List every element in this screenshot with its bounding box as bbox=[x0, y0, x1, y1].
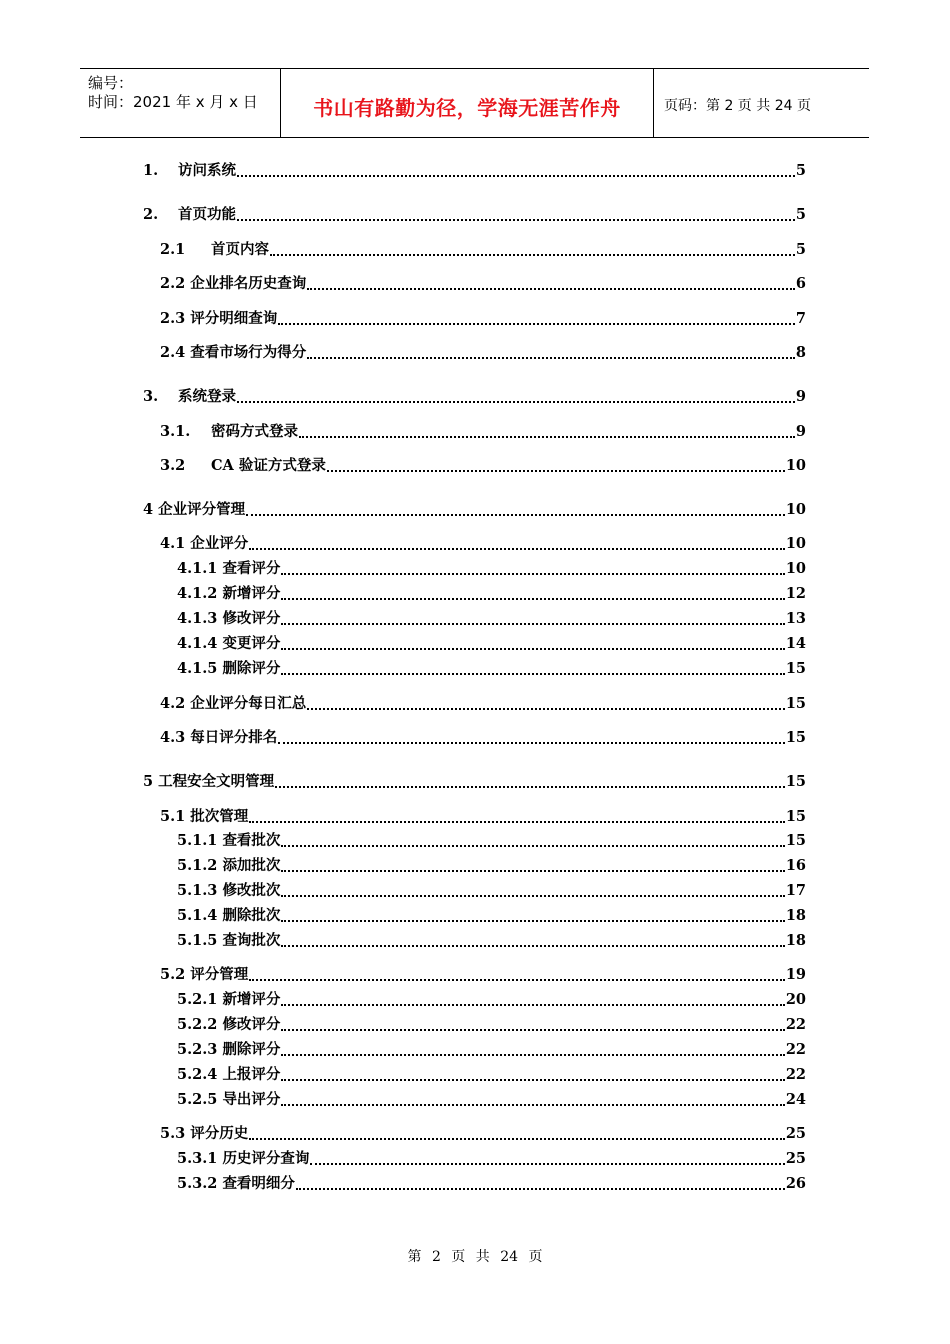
toc-entry-number: 2. bbox=[143, 206, 159, 223]
toc-entry-page: 24 bbox=[785, 1091, 806, 1108]
toc-entry-page: 10 bbox=[785, 501, 806, 518]
toc-entry-number: 5.3.1 bbox=[177, 1150, 218, 1167]
toc-entry-number: 5.2 bbox=[160, 966, 186, 983]
toc-entry-page: 14 bbox=[785, 635, 806, 652]
toc-entry-page: 10 bbox=[785, 457, 806, 474]
toc-entry-title: 新增评分 bbox=[222, 991, 281, 1008]
toc-entry-title: 新增评分 bbox=[222, 585, 281, 602]
toc-entry-number: 2.1 bbox=[160, 241, 186, 258]
toc-leader-dots bbox=[281, 1054, 784, 1056]
toc-entry-page: 22 bbox=[785, 1066, 806, 1083]
toc-entry-page: 18 bbox=[785, 907, 806, 924]
header-meta-cell bbox=[80, 69, 281, 137]
toc-entry-title: 评分历史 bbox=[190, 1125, 249, 1142]
toc-entry-number: 4.1 bbox=[160, 535, 186, 552]
toc-leader-dots bbox=[278, 742, 785, 744]
toc-entry-number: 5.1.1 bbox=[177, 832, 218, 849]
toc-leader-dots bbox=[281, 1029, 784, 1031]
toc-entry-page: 7 bbox=[795, 310, 806, 327]
toc-entry[interactable] bbox=[143, 500, 806, 520]
toc-leader-dots bbox=[281, 598, 784, 600]
toc-entry-number: 4.1.2 bbox=[177, 585, 218, 602]
toc-entry-title: 上报评分 bbox=[222, 1066, 281, 1083]
toc-leader-dots bbox=[296, 1188, 785, 1190]
toc-entry-title: 查看明细分 bbox=[222, 1175, 295, 1192]
toc-entry[interactable] bbox=[160, 534, 806, 554]
toc-entry-title: 评分管理 bbox=[190, 966, 249, 983]
toc-entry-page: 9 bbox=[795, 423, 806, 440]
toc-entry-page: 15 bbox=[785, 695, 806, 712]
toc-entry[interactable] bbox=[160, 456, 806, 476]
toc-entry-number: 4.3 bbox=[160, 729, 186, 746]
toc-entry[interactable] bbox=[177, 1090, 806, 1110]
toc-entry-page: 22 bbox=[785, 1016, 806, 1033]
toc-entry-title: 修改评分 bbox=[222, 1016, 281, 1033]
toc-entry-number: 5.3 bbox=[160, 1125, 186, 1142]
toc-leader-dots bbox=[281, 870, 784, 872]
toc-entry-number: 5.3.2 bbox=[177, 1175, 218, 1192]
toc-leader-dots bbox=[237, 219, 795, 221]
header-motto-cell bbox=[281, 69, 654, 137]
toc-entry-page: 10 bbox=[785, 535, 806, 552]
toc-entry-page: 13 bbox=[785, 610, 806, 627]
toc-entry-title: 系统登录 bbox=[178, 388, 236, 405]
toc-entry-page: 12 bbox=[785, 585, 806, 602]
toc-leader-dots bbox=[327, 470, 785, 472]
toc-leader-dots bbox=[237, 175, 795, 177]
toc-entry[interactable] bbox=[143, 161, 806, 181]
toc-entry-page: 8 bbox=[795, 344, 806, 361]
toc-entry[interactable] bbox=[177, 881, 806, 901]
toc-entry-number: 5 bbox=[143, 773, 154, 790]
toc-entry-title: 首页功能 bbox=[178, 206, 236, 223]
toc-entry-page: 6 bbox=[795, 275, 806, 292]
toc-entry-number: 5.2.2 bbox=[177, 1016, 218, 1033]
toc-leader-dots bbox=[249, 979, 785, 981]
toc-entry-number: 5.1.3 bbox=[177, 882, 218, 899]
toc-entry-title: 导出评分 bbox=[222, 1091, 281, 1108]
toc-entry[interactable] bbox=[160, 422, 806, 442]
toc-entry-title: CA 验证方式登录 bbox=[211, 457, 326, 474]
toc-entry-title: 删除评分 bbox=[222, 660, 281, 677]
date-label: 时间：2021 年 x 月 x 日 bbox=[88, 93, 258, 111]
toc-entry[interactable] bbox=[177, 856, 806, 876]
toc-leader-dots bbox=[281, 1004, 784, 1006]
toc-entry-number: 4 bbox=[143, 501, 154, 518]
toc-entry[interactable] bbox=[177, 831, 806, 851]
toc-leader-dots bbox=[281, 1079, 784, 1081]
toc-entry-page: 19 bbox=[785, 966, 806, 983]
toc-entry-page: 5 bbox=[795, 162, 806, 179]
toc-entry-page: 18 bbox=[785, 932, 806, 949]
toc-entry[interactable] bbox=[177, 990, 806, 1010]
toc-leader-dots bbox=[281, 845, 784, 847]
toc-entry-number: 5.1.2 bbox=[177, 857, 218, 874]
toc-entry[interactable] bbox=[177, 1149, 806, 1169]
toc-entry-title: 工程安全文明管理 bbox=[158, 773, 275, 790]
toc-entry-number: 4.1.5 bbox=[177, 660, 218, 677]
toc-leader-dots bbox=[281, 573, 784, 575]
toc-entry-title: 企业评分每日汇总 bbox=[190, 695, 307, 712]
toc-leader-dots bbox=[249, 548, 785, 550]
toc-entry-number: 5.2.4 bbox=[177, 1066, 218, 1083]
toc-entry[interactable] bbox=[160, 240, 806, 260]
toc-entry-page: 15 bbox=[785, 773, 806, 790]
toc-entry-page: 17 bbox=[785, 882, 806, 899]
toc-entry[interactable] bbox=[160, 965, 806, 985]
toc-leader-dots bbox=[281, 920, 784, 922]
toc-entry-title: 批次管理 bbox=[190, 808, 249, 825]
toc-entry-number: 4.2 bbox=[160, 695, 186, 712]
toc-leader-dots bbox=[281, 895, 784, 897]
toc-entry-page: 25 bbox=[785, 1125, 806, 1142]
toc-leader-dots bbox=[307, 288, 795, 290]
toc-entry-title: 查询批次 bbox=[222, 932, 281, 949]
toc-entry[interactable] bbox=[177, 559, 806, 579]
toc-entry-title: 企业评分 bbox=[190, 535, 249, 552]
toc-entry-page: 5 bbox=[795, 241, 806, 258]
toc-entry-title: 修改评分 bbox=[222, 610, 281, 627]
toc-entry-number: 2.2 bbox=[160, 275, 186, 292]
toc-entry-number: 1. bbox=[143, 162, 159, 179]
toc-entry-title: 每日评分排名 bbox=[190, 729, 278, 746]
toc-entry[interactable] bbox=[160, 343, 806, 363]
toc-entry-page: 25 bbox=[785, 1150, 806, 1167]
toc-entry-page: 15 bbox=[785, 660, 806, 677]
toc-entry-number: 5.2.1 bbox=[177, 991, 218, 1008]
toc-entry-page: 20 bbox=[785, 991, 806, 1008]
toc-entry-number: 4.1.3 bbox=[177, 610, 218, 627]
toc-entry[interactable] bbox=[177, 584, 806, 604]
toc-leader-dots bbox=[249, 1138, 785, 1140]
toc-entry-number: 5.2.5 bbox=[177, 1091, 218, 1108]
toc-entry[interactable] bbox=[177, 1040, 806, 1060]
toc-entry-number: 3. bbox=[143, 388, 159, 405]
toc-entry-number: 5.1.5 bbox=[177, 932, 218, 949]
toc-entry-title: 变更评分 bbox=[222, 635, 281, 652]
toc-entry[interactable] bbox=[177, 906, 806, 926]
toc-entry-page: 9 bbox=[795, 388, 806, 405]
toc-entry-title: 企业评分管理 bbox=[158, 501, 246, 518]
toc-leader-dots bbox=[307, 708, 785, 710]
toc-entry-title: 评分明细查询 bbox=[190, 310, 278, 327]
toc-entry[interactable] bbox=[177, 634, 806, 654]
toc-entry-number: 3.1. bbox=[160, 423, 191, 440]
toc-leader-dots bbox=[307, 357, 795, 359]
toc-entry-page: 15 bbox=[785, 832, 806, 849]
page-header bbox=[80, 68, 869, 138]
toc-entry[interactable] bbox=[177, 931, 806, 951]
toc-leader-dots bbox=[237, 401, 795, 403]
toc-entry-title: 访问系统 bbox=[178, 162, 236, 179]
toc-entry[interactable] bbox=[177, 1065, 806, 1085]
toc-leader-dots bbox=[278, 323, 795, 325]
toc-entry-number: 5.2.3 bbox=[177, 1041, 218, 1058]
toc-entry-page: 26 bbox=[785, 1175, 806, 1192]
toc-leader-dots bbox=[281, 1104, 784, 1106]
toc-entry[interactable] bbox=[177, 659, 806, 679]
toc-leader-dots bbox=[281, 945, 784, 947]
header-page-cell bbox=[654, 69, 869, 137]
toc-entry[interactable] bbox=[177, 1015, 806, 1035]
toc-entry-title: 查看市场行为得分 bbox=[190, 344, 307, 361]
toc-entry[interactable] bbox=[177, 609, 806, 629]
toc-entry[interactable] bbox=[143, 205, 806, 225]
toc-entry-title: 删除评分 bbox=[222, 1041, 281, 1058]
toc-entry[interactable] bbox=[160, 1124, 806, 1144]
serial-number-label: 编号： bbox=[88, 74, 134, 92]
toc-entry-page: 15 bbox=[785, 729, 806, 746]
toc-entry-number: 4.1.1 bbox=[177, 560, 218, 577]
toc-entry[interactable] bbox=[160, 309, 806, 329]
toc-entry-title: 查看评分 bbox=[222, 560, 281, 577]
toc-entry[interactable] bbox=[160, 807, 806, 827]
toc-entry-title: 首页内容 bbox=[211, 241, 269, 258]
toc-entry-number: 5.1 bbox=[160, 808, 186, 825]
toc-entry-number: 2.4 bbox=[160, 344, 186, 361]
toc-entry-number: 5.1.4 bbox=[177, 907, 218, 924]
toc-entry-title: 删除批次 bbox=[222, 907, 281, 924]
toc-entry-title: 历史评分查询 bbox=[222, 1150, 310, 1167]
toc-leader-dots bbox=[299, 436, 795, 438]
toc-entry-page: 15 bbox=[785, 808, 806, 825]
toc-leader-dots bbox=[249, 821, 785, 823]
toc-entry-title: 密码方式登录 bbox=[211, 423, 298, 440]
toc-leader-dots bbox=[281, 673, 784, 675]
toc-entry-page: 10 bbox=[785, 560, 806, 577]
toc-entry-title: 添加批次 bbox=[222, 857, 281, 874]
toc-entry-page: 16 bbox=[785, 857, 806, 874]
toc-entry-title: 修改批次 bbox=[222, 882, 281, 899]
toc-entry[interactable] bbox=[160, 274, 806, 294]
toc-entry-page: 22 bbox=[785, 1041, 806, 1058]
toc-entry[interactable] bbox=[143, 387, 806, 407]
toc-leader-dots bbox=[281, 623, 784, 625]
toc-leader-dots bbox=[310, 1163, 784, 1165]
header-page-info: 页码：第 2 页 共 24 页 bbox=[664, 98, 811, 114]
toc-entry-number: 2.3 bbox=[160, 310, 186, 327]
toc-entry-title: 企业排名历史查询 bbox=[190, 275, 307, 292]
toc-entry-title: 查看批次 bbox=[222, 832, 281, 849]
toc-leader-dots bbox=[270, 254, 795, 256]
page-footer: 第 2 页 共 24 页 bbox=[407, 1249, 543, 1265]
toc-leader-dots bbox=[275, 786, 785, 788]
toc-entry[interactable] bbox=[143, 772, 806, 792]
toc-entry-page: 5 bbox=[795, 206, 806, 223]
toc-entry[interactable] bbox=[177, 1174, 806, 1194]
motto-text: 书山有路勤为径，学海无涯苦作舟 bbox=[313, 96, 621, 120]
toc-leader-dots bbox=[281, 648, 784, 650]
toc-entry-number: 4.1.4 bbox=[177, 635, 218, 652]
toc-leader-dots bbox=[246, 514, 785, 516]
toc-entry-number: 3.2 bbox=[160, 457, 186, 474]
toc-entry[interactable] bbox=[160, 728, 806, 748]
toc-entry[interactable] bbox=[160, 694, 806, 714]
